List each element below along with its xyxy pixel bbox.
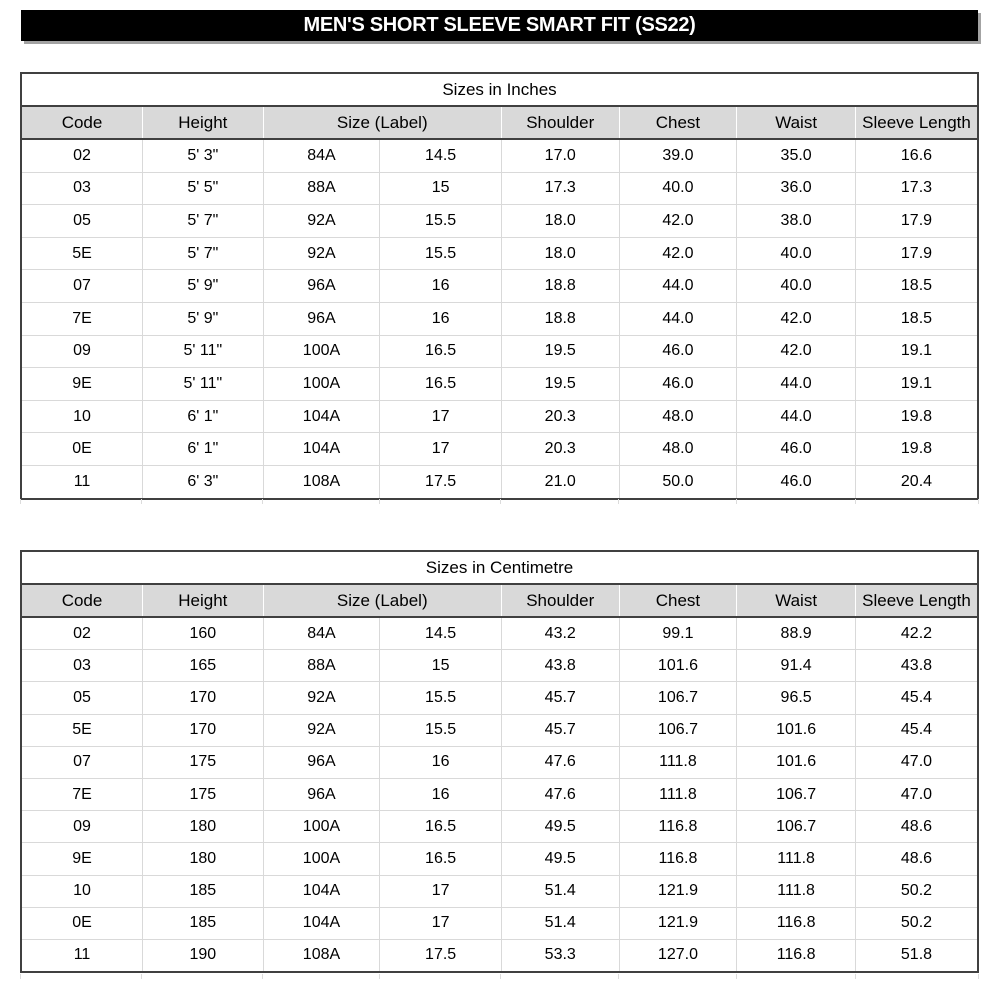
table-cell: 17.9	[855, 237, 978, 270]
table-cell: 16.5	[380, 368, 502, 401]
table-cell: 49.5	[501, 843, 619, 875]
table-row	[21, 650, 978, 682]
table-cell: 104A	[263, 875, 380, 907]
table-cell: 6' 3"	[143, 465, 264, 498]
col-header-sleeve-length: Sleeve Length	[855, 106, 978, 139]
table-cell: 17.9	[855, 205, 978, 238]
table-cell: 15.5	[380, 714, 502, 746]
table-cell: 96A	[263, 746, 380, 778]
table-cell: 88A	[263, 650, 380, 682]
table-cell: 121.9	[619, 875, 737, 907]
table-cell: 16.5	[380, 811, 502, 843]
table-cell: 46.0	[619, 368, 737, 401]
table-cell: 40.0	[619, 172, 737, 205]
table-header-row	[21, 584, 978, 617]
table-cell: 44.0	[619, 270, 737, 303]
table-cell: 43.8	[501, 650, 619, 682]
table-cell: 47.6	[501, 778, 619, 810]
table-cell: 100A	[263, 368, 380, 401]
table-cell: 101.6	[737, 746, 856, 778]
sizes-in-inches-table	[20, 72, 979, 500]
table-cell: 116.8	[737, 939, 856, 972]
table-cell: 51.4	[501, 875, 619, 907]
table-cell: 48.0	[619, 400, 737, 433]
table-cell: 16	[380, 302, 502, 335]
table-cell: 9E	[21, 843, 143, 875]
table-cell: 15.5	[380, 205, 502, 238]
table-cell: 106.7	[619, 682, 737, 714]
table-cell: 39.0	[619, 139, 737, 172]
table-cell: 104A	[263, 907, 380, 939]
table-cell: 160	[143, 617, 264, 650]
table-caption-row	[21, 73, 978, 106]
table-cell: 92A	[263, 237, 380, 270]
table-cell: 42.0	[737, 335, 856, 368]
table-cell: 116.8	[619, 811, 737, 843]
table-cell: 43.2	[501, 617, 619, 650]
table-cell: 10	[21, 875, 143, 907]
table-cell: 106.7	[619, 714, 737, 746]
table-cell: 40.0	[737, 270, 856, 303]
table-cell: 91.4	[737, 650, 856, 682]
table-cell: 42.2	[855, 617, 978, 650]
table-row	[21, 875, 978, 907]
table-cell: 190	[143, 939, 264, 972]
table-cell: 17.5	[380, 939, 502, 972]
table-cell: 05	[21, 205, 143, 238]
table-cell: 18.8	[501, 270, 619, 303]
table-row	[21, 907, 978, 939]
table-cell: 7E	[21, 778, 143, 810]
table-cell: 17.0	[501, 139, 619, 172]
table-cell: 96.5	[737, 682, 856, 714]
table-row	[21, 139, 978, 172]
table-row	[21, 335, 978, 368]
table-cell: 5' 9"	[143, 302, 264, 335]
table-cell: 100A	[263, 811, 380, 843]
table-cell: 111.8	[619, 746, 737, 778]
table-cell: 19.1	[855, 368, 978, 401]
table-cell: 36.0	[737, 172, 856, 205]
table-cell: 18.5	[855, 270, 978, 303]
table-cell: 16.5	[380, 843, 502, 875]
table-cell: 42.0	[619, 237, 737, 270]
table-cell: 17.5	[380, 465, 502, 498]
table-cell: 53.3	[501, 939, 619, 972]
table-cell: 03	[21, 172, 143, 205]
table-cell: 0E	[21, 433, 143, 466]
table-cell: 17.3	[501, 172, 619, 205]
table-cell: 19.1	[855, 335, 978, 368]
table-cell: 49.5	[501, 811, 619, 843]
table-cell: 111.8	[737, 843, 856, 875]
col-header-height: Height	[143, 106, 264, 139]
table-cell: 50.2	[855, 875, 978, 907]
table-cell: 170	[143, 714, 264, 746]
table-cell: 20.3	[501, 400, 619, 433]
table-cell: 15.5	[380, 682, 502, 714]
table-cell: 46.0	[737, 433, 856, 466]
table-cell: 47.0	[855, 778, 978, 810]
table-cell: 09	[21, 335, 143, 368]
inches-table-body	[21, 139, 978, 499]
table-cell: 42.0	[737, 302, 856, 335]
table-row	[21, 368, 978, 401]
table-cell: 02	[21, 617, 143, 650]
table-cell: 101.6	[737, 714, 856, 746]
table-cell: 6' 1"	[143, 400, 264, 433]
table-row	[21, 400, 978, 433]
table-cell: 47.6	[501, 746, 619, 778]
table-cell: 96A	[263, 270, 380, 303]
table-cell: 51.4	[501, 907, 619, 939]
table-cell: 44.0	[737, 400, 856, 433]
table-cell: 45.4	[855, 714, 978, 746]
table-cell: 18.5	[855, 302, 978, 335]
table-cell: 116.8	[737, 907, 856, 939]
table-cell: 170	[143, 682, 264, 714]
col-header-size-label: Size (Label)	[263, 584, 501, 617]
table-cell: 20.3	[501, 433, 619, 466]
table-cell: 92A	[263, 205, 380, 238]
table-cell: 16	[380, 746, 502, 778]
table-cell: 88A	[263, 172, 380, 205]
table-cell: 165	[143, 650, 264, 682]
table-cell: 16	[380, 778, 502, 810]
table-row	[21, 617, 978, 650]
table-cell: 51.8	[855, 939, 978, 972]
table-cell: 116.8	[619, 843, 737, 875]
table-cell: 07	[21, 270, 143, 303]
gridline-stub	[20, 974, 979, 979]
table-row	[21, 843, 978, 875]
table-cell: 9E	[21, 368, 143, 401]
table-cell: 16.5	[380, 335, 502, 368]
table-cell: 180	[143, 843, 264, 875]
col-header-code: Code	[21, 584, 143, 617]
table-cell: 03	[21, 650, 143, 682]
col-header-size-label: Size (Label)	[263, 106, 501, 139]
table-row	[21, 465, 978, 498]
table-cell: 185	[143, 875, 264, 907]
table-caption-row	[21, 551, 978, 584]
col-header-shoulder: Shoulder	[501, 106, 619, 139]
table-cell: 48.6	[855, 811, 978, 843]
table-cell: 6' 1"	[143, 433, 264, 466]
table-cell: 5E	[21, 237, 143, 270]
table-cell: 19.5	[501, 368, 619, 401]
table-cell: 111.8	[619, 778, 737, 810]
table-cell: 185	[143, 907, 264, 939]
table-row	[21, 939, 978, 972]
table-row	[21, 682, 978, 714]
table-cell: 15	[380, 650, 502, 682]
table-cell: 44.0	[619, 302, 737, 335]
table-cell: 17	[380, 400, 502, 433]
table-cell: 101.6	[619, 650, 737, 682]
col-header-waist: Waist	[737, 106, 856, 139]
table-row	[21, 778, 978, 810]
table-cell: 42.0	[619, 205, 737, 238]
table-cell: 20.4	[855, 465, 978, 498]
table-row	[21, 811, 978, 843]
col-header-waist: Waist	[737, 584, 856, 617]
table-cell: 175	[143, 778, 264, 810]
table-cell: 18.0	[501, 205, 619, 238]
table-row	[21, 714, 978, 746]
table-cell: 07	[21, 746, 143, 778]
table-cell: 50.0	[619, 465, 737, 498]
table-cell: 15.5	[380, 237, 502, 270]
table-cell: 05	[21, 682, 143, 714]
table-cell: 175	[143, 746, 264, 778]
table-cell: 21.0	[501, 465, 619, 498]
col-header-code: Code	[21, 106, 143, 139]
table-cell: 84A	[263, 617, 380, 650]
table-cell: 84A	[263, 139, 380, 172]
table-cell: 09	[21, 811, 143, 843]
gridline-stub	[20, 499, 979, 504]
table-row	[21, 172, 978, 205]
table-cell: 40.0	[737, 237, 856, 270]
table-cell: 45.7	[501, 714, 619, 746]
table-cell: 92A	[263, 714, 380, 746]
table-cell: 38.0	[737, 205, 856, 238]
table-cell: 127.0	[619, 939, 737, 972]
table-cell: 48.6	[855, 843, 978, 875]
table-cell: 46.0	[737, 465, 856, 498]
table-cell: 0E	[21, 907, 143, 939]
table-header-row	[21, 106, 978, 139]
table-cell: 14.5	[380, 617, 502, 650]
col-header-sleeve-length: Sleeve Length	[855, 584, 978, 617]
table-cell: 121.9	[619, 907, 737, 939]
table-cell: 106.7	[737, 778, 856, 810]
table-cell: 44.0	[737, 368, 856, 401]
col-header-height: Height	[143, 584, 264, 617]
table-cell: 16.6	[855, 139, 978, 172]
table-cell: 5' 7"	[143, 237, 264, 270]
table-cell: 14.5	[380, 139, 502, 172]
table-cell: 5' 3"	[143, 139, 264, 172]
table-cell: 19.8	[855, 433, 978, 466]
table-cell: 111.8	[737, 875, 856, 907]
table-cell: 5E	[21, 714, 143, 746]
table-cell: 88.9	[737, 617, 856, 650]
table-row	[21, 302, 978, 335]
table-cell: 106.7	[737, 811, 856, 843]
table-cell: 11	[21, 939, 143, 972]
table-cell: 100A	[263, 843, 380, 875]
table-row	[21, 746, 978, 778]
table-cell: 35.0	[737, 139, 856, 172]
table-cell: 99.1	[619, 617, 737, 650]
table-caption: Sizes in Centimetre	[21, 551, 978, 584]
table-cell: 18.0	[501, 237, 619, 270]
table-cell: 17	[380, 433, 502, 466]
table-cell: 7E	[21, 302, 143, 335]
table-cell: 19.8	[855, 400, 978, 433]
table-caption: Sizes in Inches	[21, 73, 978, 106]
table-cell: 48.0	[619, 433, 737, 466]
table-cell: 45.4	[855, 682, 978, 714]
table-cell: 02	[21, 139, 143, 172]
centimetre-table-body	[21, 617, 978, 972]
table-cell: 92A	[263, 682, 380, 714]
table-cell: 96A	[263, 302, 380, 335]
title-banner	[21, 10, 978, 41]
table-cell: 15	[380, 172, 502, 205]
table-cell: 180	[143, 811, 264, 843]
table-cell: 104A	[263, 400, 380, 433]
table-cell: 17.3	[855, 172, 978, 205]
table-cell: 104A	[263, 433, 380, 466]
col-header-chest: Chest	[619, 106, 737, 139]
table-row	[21, 237, 978, 270]
table-cell: 5' 7"	[143, 205, 264, 238]
table-row	[21, 205, 978, 238]
table-cell: 108A	[263, 939, 380, 972]
col-header-chest: Chest	[619, 584, 737, 617]
table-cell: 5' 11"	[143, 368, 264, 401]
table-cell: 5' 5"	[143, 172, 264, 205]
table-cell: 5' 11"	[143, 335, 264, 368]
table-cell: 19.5	[501, 335, 619, 368]
table-cell: 5' 9"	[143, 270, 264, 303]
table-cell: 18.8	[501, 302, 619, 335]
table-cell: 108A	[263, 465, 380, 498]
table-row	[21, 270, 978, 303]
table-cell: 17	[380, 907, 502, 939]
table-cell: 45.7	[501, 682, 619, 714]
table-cell: 46.0	[619, 335, 737, 368]
sizes-in-centimetre-table	[20, 550, 979, 973]
table-row	[21, 433, 978, 466]
page-title: MEN'S SHORT SLEEVE SMART FIT (SS22)	[303, 14, 696, 36]
table-cell: 100A	[263, 335, 380, 368]
table-cell: 47.0	[855, 746, 978, 778]
table-cell: 50.2	[855, 907, 978, 939]
table-cell: 16	[380, 270, 502, 303]
table-cell: 17	[380, 875, 502, 907]
table-cell: 10	[21, 400, 143, 433]
col-header-shoulder: Shoulder	[501, 584, 619, 617]
table-cell: 96A	[263, 778, 380, 810]
table-cell: 11	[21, 465, 143, 498]
table-cell: 43.8	[855, 650, 978, 682]
